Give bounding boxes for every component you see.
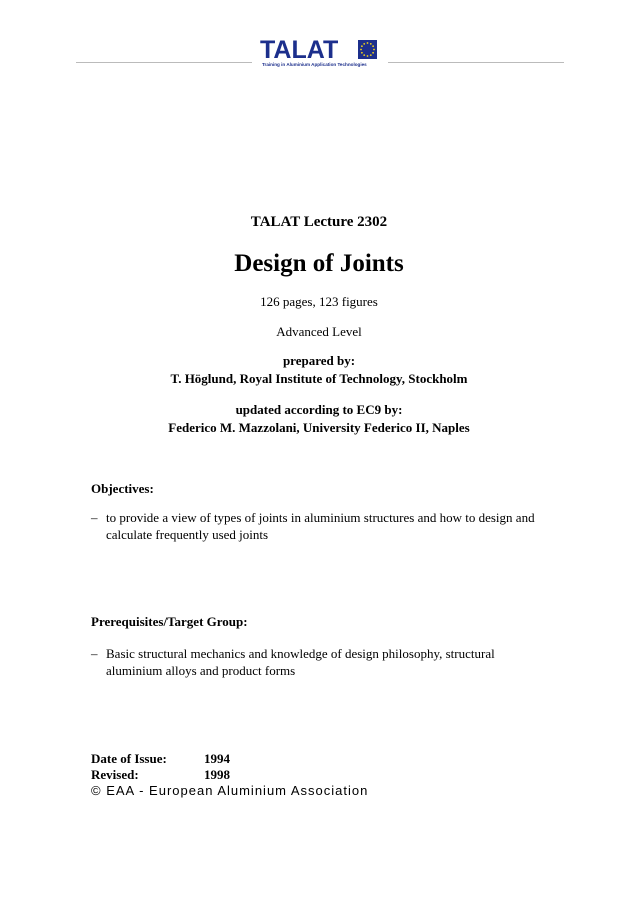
prerequisites-bullet	[91, 645, 551, 679]
bullet-dash: –	[91, 510, 98, 525]
header-rule-left	[76, 62, 252, 63]
eu-stars-icon	[358, 40, 377, 59]
lecture-title: Design of Joints	[234, 250, 404, 277]
date-of-issue-value: 1994	[204, 751, 230, 766]
bullet-dash: –	[91, 646, 98, 661]
prerequisites-text: Basic structural mechanics and knowledge of design philosophy, structural aluminium alloys and product forms	[106, 646, 495, 678]
revised-value: 1998	[204, 767, 230, 782]
level: Advanced Level	[276, 324, 362, 339]
copyright-notice: © EAA - European Aluminium Association	[91, 783, 369, 798]
updated-by: Federico M. Mazzolani, University Federico II, Naples	[168, 420, 470, 435]
lecture-number: TALAT Lecture 2302	[250, 214, 388, 230]
objectives-text: to provide a view of types of joints in aluminium structures and how to design and calculate frequently used joints	[106, 510, 535, 542]
date-of-issue-label: Date of Issue:	[91, 751, 167, 766]
pages-figures: 126 pages, 123 figures	[260, 294, 378, 309]
updated-label: updated according to EC9 by:	[235, 402, 403, 417]
prepared-by: T. Höglund, Royal Institute of Technology, Stockholm	[170, 371, 468, 386]
prepared-label: prepared by:	[282, 353, 356, 368]
talat-logo	[260, 38, 378, 68]
logo-text: TALAT	[260, 36, 339, 64]
prerequisites-heading: Prerequisites/Target Group:	[91, 614, 248, 629]
objectives-heading: Objectives:	[91, 481, 154, 496]
objectives-bullet	[91, 509, 551, 543]
logo-subtitle: Training in Aluminium Application Technologies	[262, 62, 367, 67]
header-rule-right	[388, 62, 564, 63]
revised-label: Revised:	[91, 767, 139, 782]
